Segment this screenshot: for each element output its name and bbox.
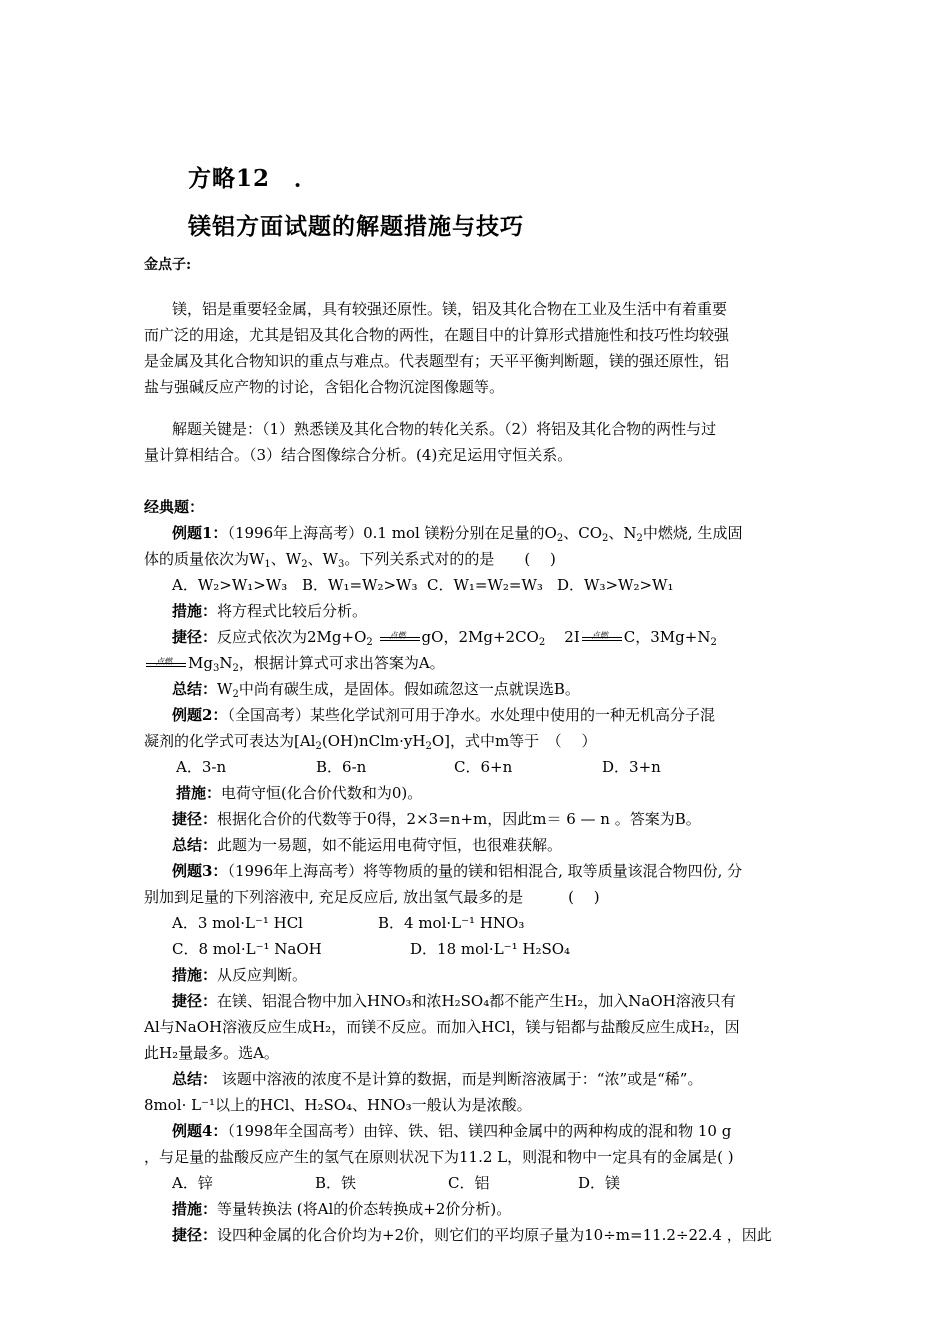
ex2-options: A．3-n B．6-n C．6+n D．3+n xyxy=(176,758,661,776)
ex4-question-line-1: 例题4：（1998年全国高考）由锌、铁、铝、镁四种金属中的两种构成的混和物 10 g xyxy=(172,1122,732,1140)
ex3-summary-line-2: 8mol· L⁻¹以上的HCl、H₂SO₄、HNO₃一般认为是浓酸。 xyxy=(144,1096,532,1114)
reaction-arrow: 点燃 xyxy=(582,632,622,644)
golden-point-label: 金点子: xyxy=(144,257,192,273)
ex4-options: A．锌 B．铁 C．铝 D．镁 xyxy=(172,1174,621,1192)
reaction-arrow: 点燃 xyxy=(146,658,186,670)
ex3-summary-line-1: 总结： 该题中溶液的浓度不是计算的数据，而是判断溶液属于：“浓”或是“稀”。 xyxy=(172,1070,703,1088)
intro-paragraph-2: 解题关键是：（1）熟悉镁及其化合物的转化关系。（2）将铝及其化合物的两性与过 量计算相结合。（3）结合图像综合分析。(4)充足运用守恒关系。 xyxy=(144,420,717,464)
ex4-method: 措施：等量转换法 (将Al的价态转换成+2价分析)。 xyxy=(172,1200,512,1218)
intro-paragraph-1: 镁，铝是重要轻金属，具有较强还原性。镁，铝及其化合物在工业及生活中有着重要 而广泛的用途，尤其是铝及其化合物的两性，在题目中的计算形式措施性和技巧性均较强 是金属及其化合物知识的重点与难点。代表题型有；天平平衡判断题，镁的强还原性，铝 盐与强碱反应产物的讨论，含铝化合物沉淀图像题等。 xyxy=(144,300,730,396)
ex1-question-line-1: 例题1：（1996年上海高考）0.1 mol 镁粉分别在足量的$O_2$、$CO_2$、$N_2$中燃烧, 生成固 xyxy=(172,524,743,544)
ex1-shortcut-line-2: 点燃 $Mg_3N_2$，根据计算式可求出答案为A。 xyxy=(144,650,812,676)
reaction-arrow: 点燃 xyxy=(380,632,420,644)
ex3-shortcut-line-2: Al与NaOH溶液反应生成H₂，而镁不反应。而加入HCl，镁与铝都与盐酸反应生成H₂，因 xyxy=(144,1018,740,1036)
ex4-shortcut: 捷径：设四种金属的化合价均为+2价，则它们的平均原子量为10÷m=11.2÷22.4 ，因此 xyxy=(172,1226,772,1244)
ex3-method: 措施：从反应判断。 xyxy=(172,966,308,984)
ex3-options-1: A．3 mol·L⁻¹ HCl B．4 mol·L⁻¹ HNO₃ xyxy=(172,914,525,932)
ex3-shortcut-line-3: 此H₂量最多。选A。 xyxy=(144,1044,279,1062)
doc-title: 镁铝方面试题的解题措施与技巧 xyxy=(188,213,524,240)
examples-section xyxy=(144,494,812,1248)
ex3-question-line-1: 例题3：（1996年上海高考）将等物质的量的镁和铝相混合, 取等质量该混合物四份, 分 xyxy=(172,862,743,880)
ex3-question-line-2: 别加到足量的下列溶液中, 充足反应后, 放出氢气最多的是 ( ) xyxy=(144,888,600,906)
ex1-summary: 总结：$W_2$中尚有碳生成，是固体。假如疏忽这一点就误选B。 xyxy=(172,680,580,700)
ex1-options: A．W₂>W₁>W₃ B．W₁=W₂>W₃ C．W₁=W₂=W₃ D．W₃>W₂>W₁ xyxy=(172,576,674,594)
ex2-method: 措施：电荷守恒(化合价代数和为0)。 xyxy=(176,784,423,802)
section-title: 经典题： xyxy=(144,498,205,516)
ex1-method: 措施：将方程式比较后分析。 xyxy=(172,602,368,620)
ex3-shortcut-line-1: 捷径：在镁、铝混合物中加入HNO₃和浓H₂SO₄都不能产生H₂，加入NaOH溶液只有 xyxy=(172,992,736,1010)
doc-heading: 方略12 ． xyxy=(188,165,319,192)
ex1-shortcut-line-1: 捷径：反应式依次为$2Mg+O_2$ 点燃 gO，$2Mg+2CO_2$ 2I 点燃 C，$3Mg+N_2$ xyxy=(172,628,717,648)
ex3-options-2: C．8 mol·L⁻¹ NaOH D．18 mol·L⁻¹ H₂SO₄ xyxy=(172,940,571,958)
ex2-question-line-2: 凝剂的化学式可表达为$[Al_2(OH)nClm\cdot yH_2O]$，式中m等于 （ ） xyxy=(144,732,597,752)
ex4-question-line-2: ，与足量的盐酸反应产生的氢气在原则状况下为11.2 L，则混和物中一定具有的金属是( ) xyxy=(144,1148,734,1166)
ex1-question-line-2: 体的质量依次为$W_1$、$W_2$、$W_3$。下列关系式对的的是 ( ) xyxy=(144,550,556,570)
ex2-question-line-1: 例题2：（全国高考）某些化学试剂可用于净水。水处理中使用的一种无机高分子混 xyxy=(172,706,715,724)
ex2-shortcut: 捷径：根据化合价的代数等于0得，2×3=n+m，因此m＝ 6 — n 。答案为B。 xyxy=(172,810,701,828)
ex2-summary: 总结：此题为一易题，如不能运用电荷守恒，也很难获解。 xyxy=(172,836,563,854)
